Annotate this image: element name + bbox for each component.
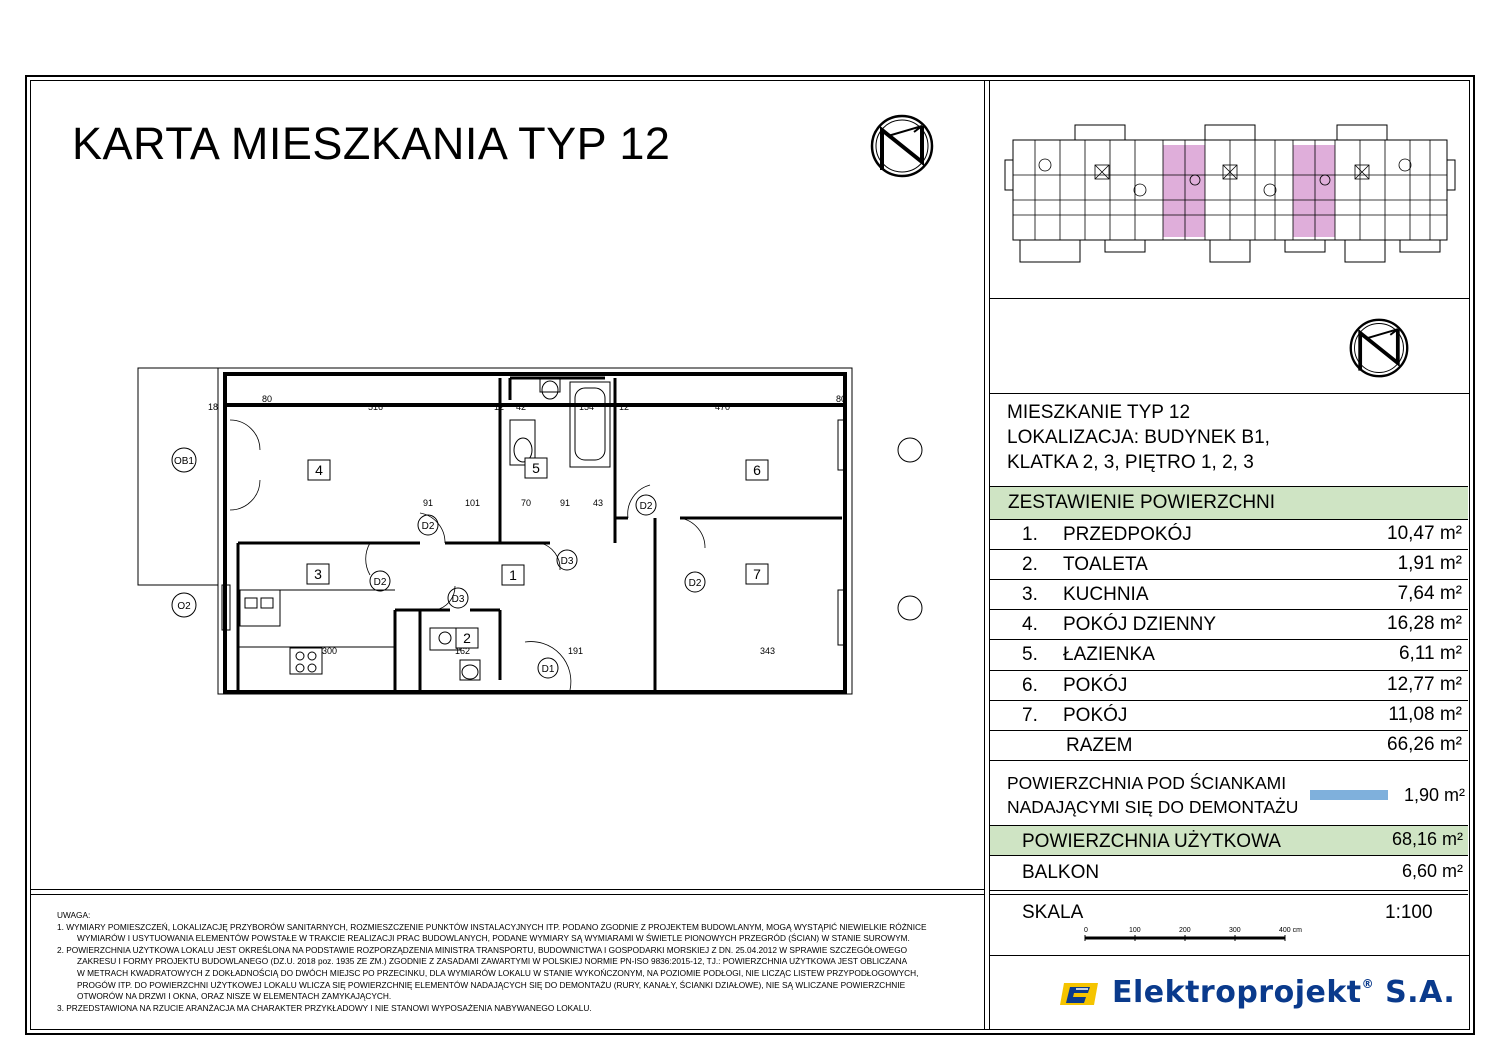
door-tag: D1 — [541, 664, 555, 675]
room-name: ŁAZIENKA — [1063, 644, 1155, 666]
scale-tick-label: 400 cm — [1279, 927, 1302, 934]
scale-tick-label: 100 — [1129, 927, 1141, 934]
room-label: 5 — [532, 460, 540, 476]
room-label: 4 — [315, 462, 323, 478]
door-tag: D2 — [688, 578, 702, 589]
svg-text:91: 91 — [560, 498, 571, 508]
key-plan-divider — [990, 298, 1470, 299]
svg-text:18: 18 — [208, 402, 219, 412]
notes-divider — [30, 889, 985, 890]
apartment-type: MIESZKANIE TYP 12 — [1007, 402, 1191, 423]
room-number: 5. — [1022, 644, 1038, 666]
room-area-row — [990, 519, 1468, 549]
demolition-label-2: NADAJĄCYMI SIĘ DO DEMONTAŻU — [1007, 797, 1299, 817]
scale-bar — [1085, 924, 1315, 944]
notes-heading: UWAGA: — [57, 910, 91, 920]
svg-text:300: 300 — [322, 646, 338, 656]
room-area-row — [990, 579, 1468, 609]
door-tag: D2 — [639, 501, 653, 512]
scale-tick-label: 0 — [1084, 927, 1088, 934]
floor-plan — [130, 360, 890, 700]
note-line: 2. POWIERZCHNIA UŻYTKOWA LOKALU JEST OKREŚLONA NA PODSTAWIE ROZPORZĄDZENIA MINISTRA TRANSPORTU, BUDOWNICTWA I GOSPODARKI MORSKIEJ Z DN. 25.04.2012 W SPRAWIE SZCZEGÓŁOWEGO — [57, 944, 908, 955]
svg-text:91: 91 — [423, 498, 434, 508]
apartment-floors: KLATKA 2, 3, PIĘTRO 1, 2, 3 — [1007, 452, 1254, 473]
room-area: 16,28 m² — [1387, 613, 1462, 635]
usable-area-value: 68,16 m² — [1391, 829, 1463, 849]
room-number: 2. — [1022, 554, 1038, 576]
room-area: 11,08 m² — [1388, 703, 1462, 725]
info-divider — [990, 393, 1470, 394]
room-number: 3. — [1022, 584, 1038, 606]
notes — [57, 910, 962, 1014]
note-line: ZAKRESU I FORMY PROJEKTU BUDOWLANEGO (DZ.U. 2018 poz. 1935 ZE ZM.) ZGODNIE Z ZASADAMI ZAWARTYMI W POLSKIEJ NORMIE PN-ISO 9836:2015-12, TJ.: POWIERZCHNIA UŻYTKOWA JEST OBLICZANA — [77, 956, 908, 967]
room-number: 7. — [1022, 704, 1038, 726]
door-tag: D2 — [421, 521, 435, 532]
total-row — [990, 730, 1468, 760]
room-area-row — [990, 609, 1468, 639]
svg-text:162: 162 — [455, 646, 471, 656]
svg-text:12: 12 — [619, 402, 630, 412]
door-tag: D3 — [560, 556, 574, 567]
svg-text:12: 12 — [494, 402, 505, 412]
usable-area-label: POWIERZCHNIA UŻYTKOWA — [1022, 831, 1281, 852]
column-divider — [984, 80, 985, 1030]
apartment-location: LOKALIZACJA: BUDYNEK B1, — [1007, 427, 1270, 448]
balcony-label: BALKON — [1022, 862, 1100, 883]
svg-text:80: 80 — [836, 394, 847, 404]
logo-text: Elektroprojekt — [1112, 975, 1362, 1010]
note-line: PROGÓW ITP. DO POWIERZCHNI UŻYTKOWEJ LOKALU WLICZA SIĘ POWIERZCHNIĘ ELEMENTÓW NADAJĄCYCH SIĘ DO DEMONTAŻU (RURY, KANAŁY, ŚCIANKI DZIAŁOWE), NIE SĄ WLICZANE POWIERZCHNIE — [77, 979, 906, 990]
room-area-row — [990, 639, 1468, 669]
scale-value: 1:100 — [1385, 902, 1433, 923]
room-number: 4. — [1022, 614, 1038, 636]
north-arrow-icon — [1345, 316, 1413, 380]
room-name: PRZEDPOKÓJ — [1063, 524, 1192, 545]
north-arrow-icon — [868, 112, 936, 180]
door-tag: D2 — [373, 577, 387, 588]
room-area: 6,11 m² — [1398, 643, 1462, 665]
demolition-area: 1,90 m² — [1404, 785, 1466, 805]
note-line: OTWORÓW NA DRZWI I OKNA, ORAZ NISZE W ELEMENTACH ZAMYKAJĄCYCH. — [77, 991, 392, 1002]
room-area-row — [990, 549, 1468, 579]
svg-text:154: 154 — [579, 402, 595, 412]
svg-text:516: 516 — [368, 402, 384, 412]
room-area: 12,77 m² — [1387, 673, 1462, 695]
room-label: 2 — [463, 630, 471, 646]
note-line: 1. WYMIARY POMIESZCZEŃ, LOKALIZACJĘ PRZYBORÓW SANITARNYCH, ROZMIESZCZENIE PUNKTÓW INSTALACYJNYCH ITP. PODANO ZGODNIE Z PROJEKTEM BUDOWLANYM, MOGĄ WYSTĄPIĆ NIEWIELKIE RÓŻNICE — [57, 921, 927, 932]
total-area: 66,26 m² — [1387, 733, 1462, 755]
apartment-highlight — [1163, 145, 1205, 237]
logo-suffix: S.A. — [1385, 975, 1456, 1010]
svg-text:43: 43 — [593, 498, 604, 508]
demolition-swatch — [1310, 790, 1388, 800]
window-tag: OB1 — [173, 456, 195, 467]
demolition-label-1: POWIERZCHNIA POD ŚCIANKAMI — [1007, 773, 1287, 793]
room-number: 1. — [1022, 524, 1038, 545]
scale-label: SKALA — [1022, 902, 1084, 923]
room-name: POKÓJ — [1063, 704, 1128, 726]
room-name: POKÓJ — [1063, 674, 1128, 696]
room-area: 7,64 m² — [1397, 583, 1462, 605]
scale-tick-label: 200 — [1179, 927, 1191, 934]
logo-divider — [990, 955, 1470, 956]
notes-divider — [30, 894, 985, 895]
room-label: 1 — [509, 567, 517, 583]
room-area-row — [990, 670, 1468, 700]
room-label: 6 — [753, 462, 761, 478]
room-label: 7 — [753, 566, 761, 582]
room-name: KUCHNIA — [1063, 584, 1149, 606]
door-tag: D3 — [451, 594, 465, 605]
logo-emblem-icon — [1060, 977, 1102, 1011]
balcony-value: 6,60 m² — [1401, 861, 1463, 881]
window-tag: O2 — [177, 601, 191, 612]
note-line: WYMIARÓW I USYTUOWANIA ELEMENTÓW POWSTAŁE W TRAKCIE REALIZACJI PRAC BUDOWLANYCH, PODANE WYMIARY SĄ WYMIARAMI W ŚWIETLE PIONOWYCH PRZEGRÓD (ŚCIAN) W STANIE SUROWYM. — [77, 933, 910, 944]
room-name: TOALETA — [1063, 554, 1148, 576]
svg-text:470: 470 — [715, 402, 731, 412]
apartment-highlight — [1293, 145, 1335, 237]
svg-text:191: 191 — [568, 646, 584, 656]
room-area: 1,91 m² — [1397, 553, 1462, 575]
scale-tick-label: 300 — [1229, 927, 1241, 934]
logo-registered: ® — [1361, 977, 1375, 991]
room-number: 6. — [1022, 674, 1038, 696]
total-label: RAZEM — [1066, 734, 1133, 756]
note-line: W METRACH KWADRATOWYCH Z DOKŁADNOŚCIĄ DO DWÓCH MIEJSC PO PRZECINKU, DLA WYMIARÓW LOKALU W STANIE WYKOŃCZONYM, NA POZIOMIE PODŁOGI, NIE LICZĄC LISTEW PRZYPODŁOGOWYCH, — [77, 967, 919, 978]
svg-text:80: 80 — [262, 394, 273, 404]
svg-text:70: 70 — [521, 498, 532, 508]
room-label: 3 — [314, 566, 322, 582]
note-line: 3. PRZEDSTAWIONA NA RZUCIE ARANŻACJA MA CHARAKTER PRZYKŁADOWY I NIE STANOWI WYPOSAŻENIA NABYWANEGO LOKALU. — [57, 1002, 592, 1013]
apartment-info — [1007, 400, 1270, 475]
room-area: 10,47 m² — [1387, 523, 1462, 544]
summary-heading: ZESTAWIENIE POWIERZCHNI — [1008, 492, 1276, 513]
room-name: POKÓJ DZIENNY — [1063, 614, 1217, 636]
svg-text:42: 42 — [516, 402, 527, 412]
svg-text:343: 343 — [760, 646, 776, 656]
page-title: KARTA MIESZKANIA TYP 12 — [72, 118, 671, 169]
svg-text:101: 101 — [465, 498, 481, 508]
room-area-row — [990, 700, 1468, 730]
building-key-plan — [1005, 120, 1455, 270]
